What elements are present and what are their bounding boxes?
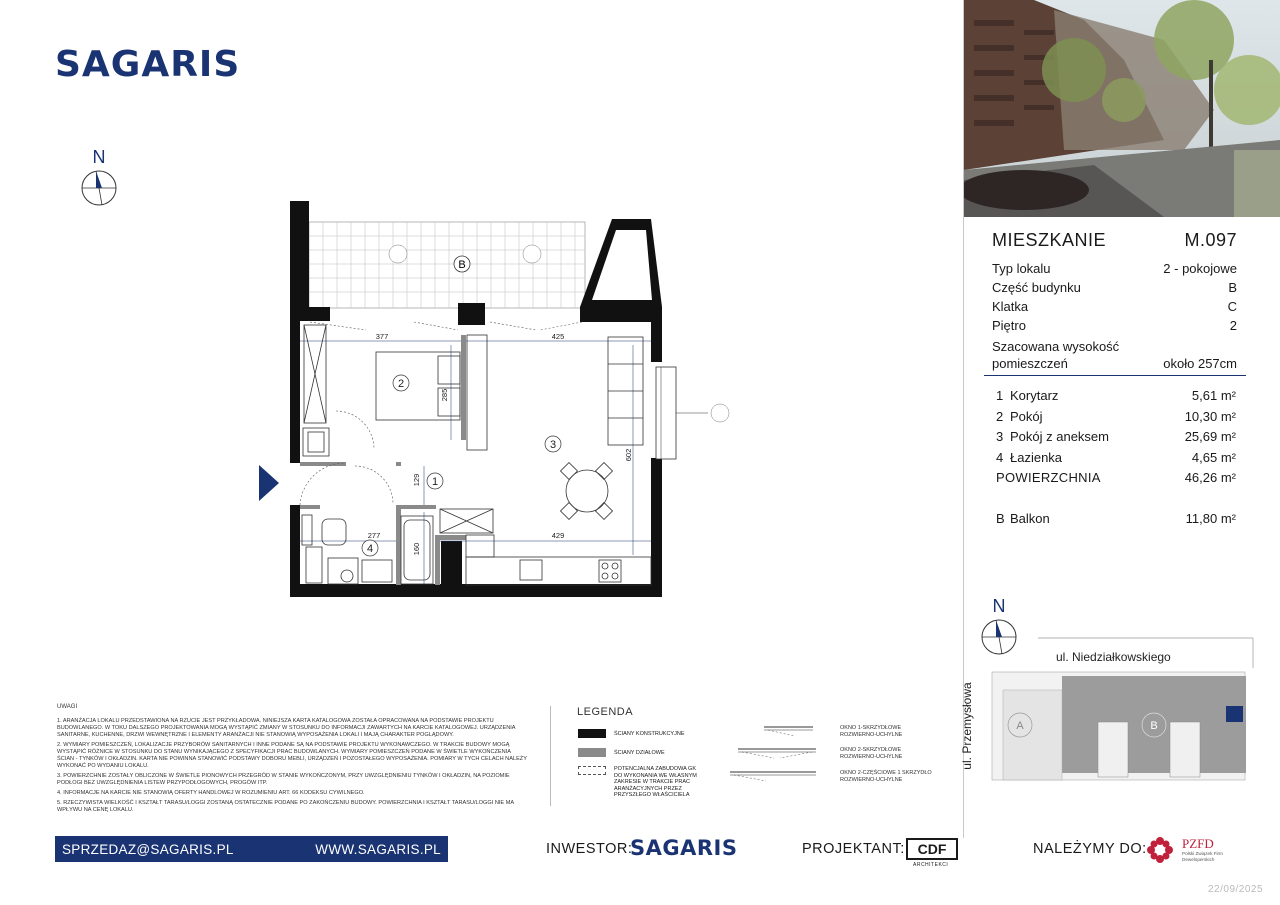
room-tag-1: 1 (431, 476, 439, 488)
dim-285: 285 (440, 388, 449, 402)
legend-window-1: OKNO 1-SKRZYDŁOWE ROZWIERNO-UCHYLNE (840, 725, 903, 738)
potential-swatch (578, 766, 606, 775)
cdf-logo: CDF (906, 838, 958, 860)
legend (577, 706, 633, 728)
investor-logo: SAGARIS (630, 836, 738, 860)
legend-window-3: OKNO 2-CZĘŚCIOWE 1 SKRZYDŁO ROZWIERNO-UCHYLNE (840, 770, 932, 783)
compass-icon (79, 168, 119, 208)
notes (57, 704, 527, 817)
building-render (964, 0, 1280, 217)
cdf-sub: ARCHITEKCI (913, 862, 949, 868)
building-a-label: A (1016, 720, 1024, 732)
building-b-label: B (1150, 720, 1158, 732)
note-item: 2. WYMIARY POMIESZCZEŃ, LOKALIZACJE PRZYBORÓW SANITARNYCH I INNE PODANE SĄ NA PODSTAWIE PROJEKTU WYKONAWCZEGO. W TRAKCIE BUDOWY MOGĄ WYSTĄPIĆ RÓŻNICE W STOSUNKU DO STANU WYNIKAJĄCEGO Z SPECYFIKACJI PRAC BUDOWLANYCH. WYMIARY POMIESZCZEŃ PODANE W ŚWIETLE WYKOŃCZENIA ŚCIAN - TYNKÓW I OKŁADZIN. KARTA NIE POWINNA STANOWIĆ PODSTAWY DOBORU MEBLI, URZĄDZEŃ I POZOSTAŁEGO WYPOSAŻENIA. POMIARY W TYCH CELACH NALEŻY WYKONAĆ PO WYDANIU LOKALU. (57, 742, 527, 769)
dim-129: 129 (412, 473, 421, 487)
legend-title: LEGENDA (577, 706, 634, 718)
room-tag-4: 4 (366, 543, 374, 555)
pzfd-logo: PZFD (1182, 836, 1214, 851)
dim-160: 160 (412, 542, 421, 556)
legend-partition: ŚCIANY DZIAŁOWE (578, 748, 665, 757)
dim-425: 425 (551, 332, 565, 341)
document-date: 22/09/2025 (1208, 884, 1264, 895)
legend-window-2: OKNO 2-SKRZYDŁOWE ROZWIERNO-UCHYLNE (840, 747, 903, 760)
website-link[interactable]: WWW.SAGARIS.PL (315, 841, 441, 857)
note-item: 1. ARANŻACJA LOKALU PRZEDSTAWIONA NA RZUCIE JEST PRZYKŁADOWA. NINIEJSZA KARTA KATALOGOWA ZOSTAŁA OPRACOWANA NA PODSTAWIE PROJEKTU BUDOWLANEGO. W TOKU DALSZEGO PROJEKTOWANIA MOGĄ WYSTĄPIĆ ZMIANY W STOSUNKU DO INFORMACJI ZAWARTYCH NA KARCIE KATALOGOWEJ. URZĄDZENIA SANITARNE, KUCHENNE, DRZWI WEWNĘTRZNE I ELEMENTY ARANŻACJI NIE STANOWIĄ WYPOSAŻENIA LOKALI I MAJĄ CHARAKTER POGLĄDOWY. (57, 718, 516, 738)
notes-divider (550, 706, 551, 806)
note-item: 4. INFORMACJE NA KARCIE NIE STANOWIĄ OFERTY HANDLOWEJ W ROZUMIENIU ART. 66 KODEKSU CYWILNEGO. (57, 790, 365, 796)
street-top: ul. Niedziałkowskiego (1056, 650, 1171, 664)
prop-row: Typ lokalu 2 - pokojowe (992, 261, 1237, 276)
room-row: 1 Korytarz 5,61 m² (996, 388, 1236, 403)
room-row: 4 Łazienka 4,65 m² (996, 449, 1236, 465)
window-symbols (728, 722, 828, 782)
balcony-area (309, 222, 585, 308)
apartment-info (992, 230, 1237, 372)
apartment-code: M.097 (1184, 230, 1237, 250)
member-label: NALEŻYMY DO: (1033, 841, 1147, 857)
investor-label: INWESTOR: (546, 841, 633, 857)
pzfd-flower-icon (1146, 836, 1174, 864)
email-link[interactable]: SPRZEDAZ@SAGARIS.PL (62, 841, 234, 857)
room-list (996, 386, 1236, 529)
floor-plan (240, 195, 760, 605)
pzfd-sub: Polski Związek Firm Deweloperskich (1182, 851, 1223, 862)
site-north-label: N (992, 596, 1006, 616)
prop-row: Klatka C (992, 299, 1237, 314)
sagaris-logo: SAGARIS (55, 44, 241, 85)
note-item: 3. POWIERZCHNIE ZOSTAŁY OBLICZONE W ŚWIETLE PIONOWYCH PRZEGRÓD W STANIE WYKOŃCZONYM, PRZY UWZGLĘDNIENIU TYNKÓW I OKŁADZIN, NA POZIOMIE PODŁOGI BEZ UWZGLĘDNIENIA LISTEW PRZYPODŁOGOWYCH, PROGÓW ITP. (57, 773, 510, 786)
street-left: ul. Przemysłowa (960, 682, 974, 770)
note-item: 5. RZECZYWISTA WIELKOŚĆ I KSZTAŁT TARASU/LOGGI ZOSTANĄ OSTATECZNIE PODANE PO ZAKOŃCZENIU BUDOWY. POWIERZCHNIA I KSZTAŁT TARASU/LOGGI NIE MA WPŁYWU NA CENĘ LOKALU. (57, 800, 514, 813)
balcony-row: B Balkon 11,80 m² (996, 510, 1236, 526)
structural-swatch (578, 729, 606, 738)
designer-label: PROJEKTANT: (802, 841, 905, 857)
dim-429: 429 (551, 531, 565, 540)
partition-swatch (578, 748, 606, 757)
prop-row: Szacowana wysokość pomieszczeń około 257cm (992, 339, 1237, 371)
dim-377: 377 (375, 332, 389, 341)
north-label: N (92, 147, 106, 167)
balcony-tag: B (458, 259, 466, 271)
total-area-row: POWIERZCHNIA 46,26 m² (996, 470, 1236, 485)
contact-bar (55, 836, 448, 862)
notes-title: UWAGI (57, 704, 78, 710)
legend-structural: ŚCIANY KONSTRUKCYJNE (578, 729, 685, 738)
room-tag-3: 3 (549, 439, 557, 451)
legend-potential: POTENCJALNA ZABUDOWA GK DO WYKONANIA WE WŁASNYM ZAKRESIE W TRAKCIE PRAC ARANŻACYJNYCH PRZEZ PRZYSZŁEGO WŁAŚCICIELA (578, 766, 704, 799)
dim-277: 277 (367, 531, 381, 540)
room-row: 3 Pokój z aneksem 25,69 m² (996, 429, 1236, 444)
room-row: 2 Pokój 10,30 m² (996, 408, 1236, 424)
room-tag-2: 2 (397, 378, 405, 390)
dim-602: 602 (624, 448, 633, 462)
entrance-arrow-icon (259, 465, 279, 501)
info-separator (984, 375, 1246, 376)
north-compass (79, 147, 119, 213)
prop-row: Część budynku B (992, 280, 1237, 295)
apartment-label: MIESZKANIE (992, 230, 1107, 250)
prop-row: Piętro 2 (992, 318, 1237, 333)
